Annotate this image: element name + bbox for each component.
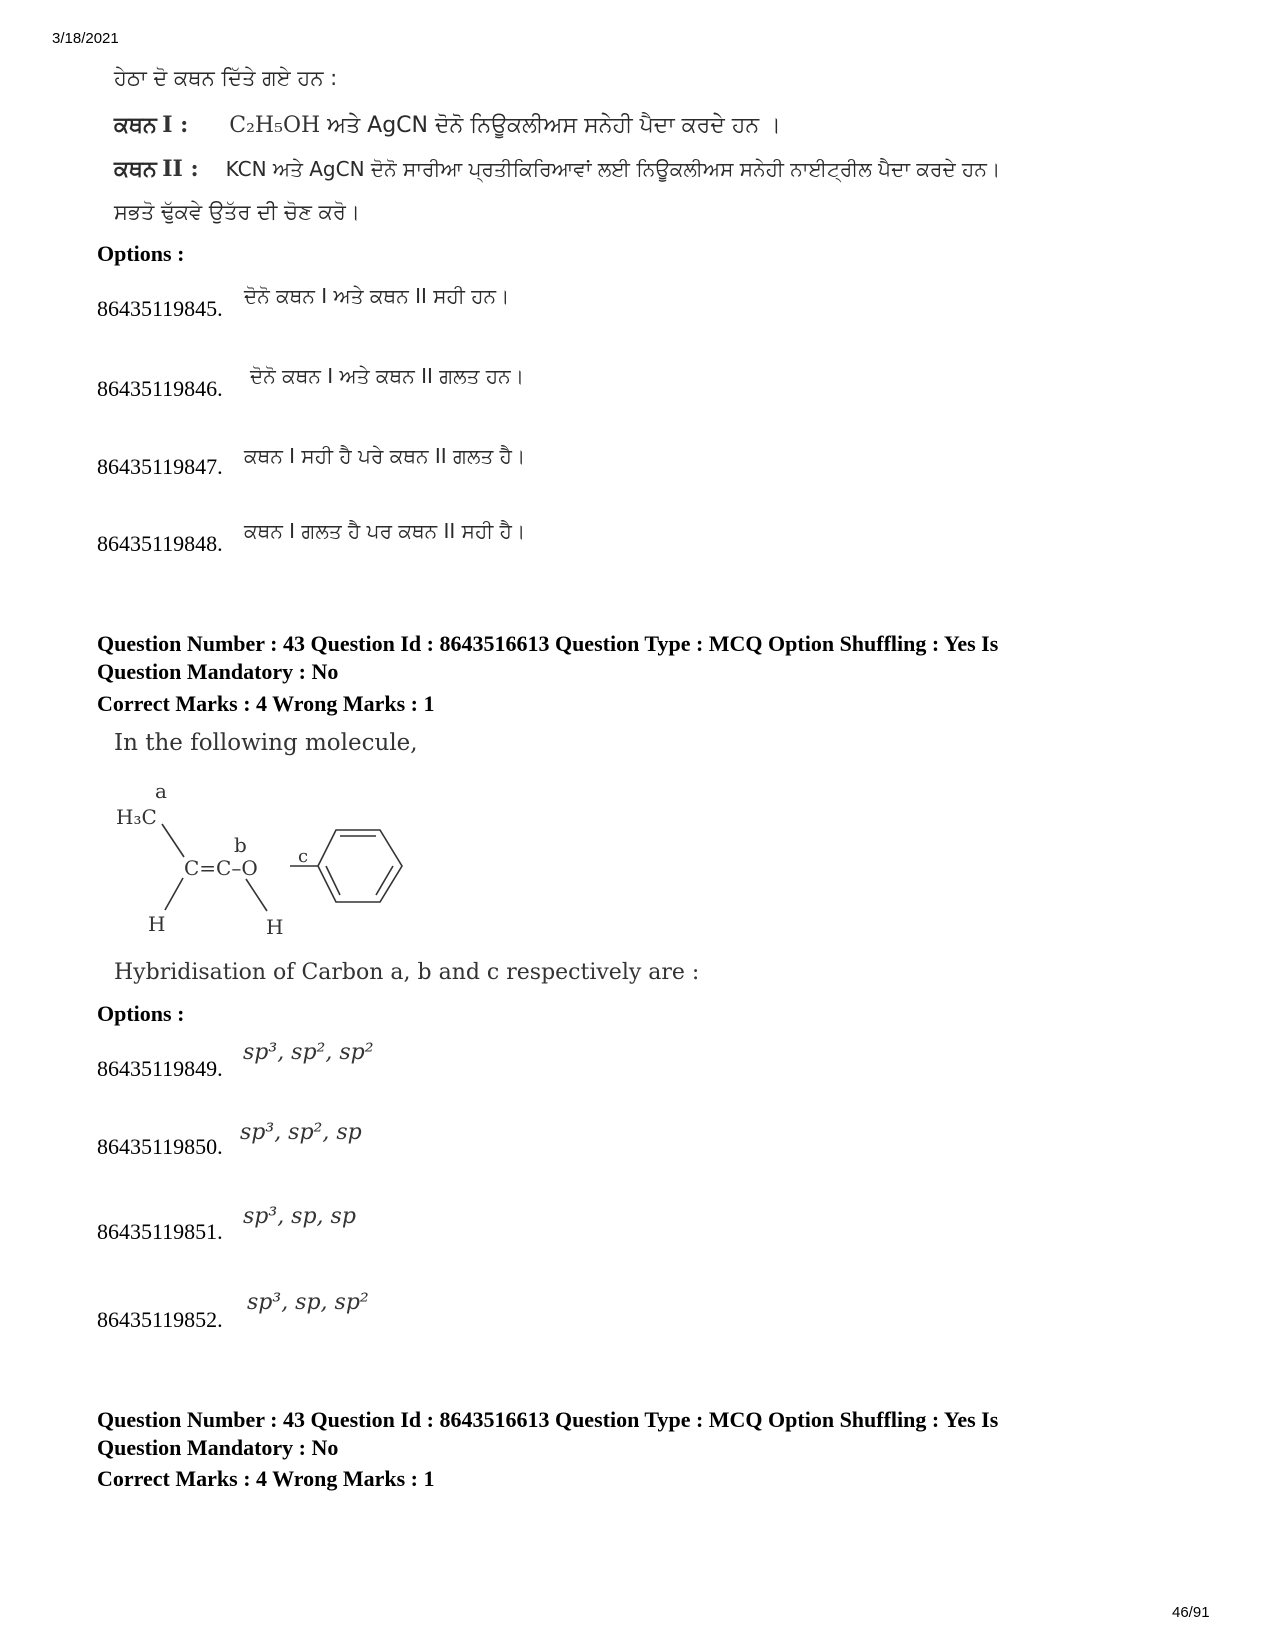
molecule-structure bbox=[100, 778, 420, 943]
q44-marks: Correct Marks : 4 Wrong Marks : 1 bbox=[97, 1466, 435, 1491]
q42-options-label: Options : bbox=[97, 241, 185, 266]
benzene-double-bond bbox=[326, 866, 340, 895]
label-a: a bbox=[155, 779, 167, 803]
option-id: 86435119850. bbox=[97, 1134, 223, 1159]
label-h-left: H bbox=[148, 912, 166, 936]
q43-marks: Correct Marks : 4 Wrong Marks : 1 bbox=[97, 691, 435, 716]
benzene-double-bond bbox=[376, 866, 393, 895]
label-h3c: H₃C bbox=[116, 805, 157, 829]
q43-question: Hybridisation of Carbon a, b and c respectively are : bbox=[114, 960, 700, 985]
statement-1-label: ਕਥਨ bbox=[114, 113, 157, 138]
option-text: sp³, sp, sp bbox=[243, 1204, 356, 1229]
option-id: 86435119851. bbox=[97, 1219, 223, 1244]
bond-h-right bbox=[246, 879, 267, 911]
q44-meta-line-1: Question Number : 43 Question Id : 8643516613 Question Type : MCQ Option Shuffling : Yes Is bbox=[97, 1407, 999, 1432]
option-text: ਕਥਨ I ਸਹੀ ਹੈ ਪਰੇ ਕਥਨ II ਗਲਤ ਹੈ। bbox=[244, 444, 526, 468]
bond-h-left bbox=[165, 878, 183, 910]
option-id: 86435119852. bbox=[97, 1307, 223, 1332]
option-id: 86435119845. bbox=[97, 296, 223, 321]
option-text: ਦੋਨੋ ਕਥਨ I ਅਤੇ ਕਥਨ II ਗਲਤ ਹਨ। bbox=[250, 364, 525, 388]
label-b: b bbox=[234, 833, 247, 857]
q42-statement-1 bbox=[114, 112, 781, 138]
q44-meta-line-2: Question Mandatory : No bbox=[97, 1435, 339, 1460]
q43-meta-line-1: Question Number : 43 Question Id : 8643516613 Question Type : MCQ Option Shuffling : Yes Is bbox=[97, 631, 999, 656]
label-c: c bbox=[298, 846, 309, 867]
statement-1-formula: C₂H₅OH bbox=[229, 113, 321, 138]
print-date: 3/18/2021 bbox=[52, 30, 119, 47]
option-id: 86435119849. bbox=[97, 1056, 223, 1081]
option-id: 86435119846. bbox=[97, 376, 223, 401]
option-text: sp³, sp, sp² bbox=[247, 1290, 369, 1315]
option-id: 86435119847. bbox=[97, 454, 223, 479]
statement-2-text: KCN ਅਤੇ AgCN ਦੋਨੋ ਸਾਰੀਆ ਪ੍ਰਤੀਕਿਰਿਆਵਾਂ ਲਈ ਨਿਊਕਲੀਅਸ ਸਨੇਹੀ ਨਾਈਟ੍ਰੀਲ ਪੈਦਾ ਕਰਦੇ ਹਨ। bbox=[225, 157, 1001, 181]
molecule-figure bbox=[100, 778, 420, 943]
statement-2-num: II : bbox=[162, 156, 199, 182]
statement-2-label: ਕਥਨ bbox=[114, 157, 157, 182]
statement-1-num: I : bbox=[162, 112, 189, 138]
bond-methyl bbox=[162, 824, 184, 857]
q42-statement-2 bbox=[114, 156, 1000, 182]
option-text: sp³, sp², sp bbox=[240, 1120, 362, 1145]
option-id: 86435119848. bbox=[97, 531, 223, 556]
option-text: ਕਥਨ I ਗਲਤ ਹੈ ਪਰ ਕਥਨ II ਸਹੀ ਹੈ। bbox=[244, 519, 526, 543]
label-h-right: H bbox=[266, 915, 284, 939]
q43-intro: In the following molecule, bbox=[114, 730, 418, 756]
q44-meta bbox=[97, 1406, 1197, 1462]
option-text: sp³, sp², sp² bbox=[243, 1040, 374, 1065]
q42-intro: ਹੇਠਾ ਦੋ ਕਥਨ ਦਿੱਤੇ ਗਏ ਹਨ : bbox=[114, 66, 338, 90]
q43-meta bbox=[97, 630, 1197, 686]
option-text: ਦੋਨੋ ਕਥਨ I ਅਤੇ ਕਥਨ II ਸਹੀ ਹਨ। bbox=[244, 284, 510, 308]
q43-options-label: Options : bbox=[97, 1001, 185, 1026]
label-c-double-c-o: C=C–O bbox=[184, 856, 258, 880]
page-number: 46/91 bbox=[1172, 1604, 1210, 1621]
q42-choose: ਸਭਤੋ ਢੁੱਕਵੇ ਉਤੱਰ ਦੀ ਚੋਣ ਕਰੋ। bbox=[114, 200, 361, 224]
q43-meta-line-2: Question Mandatory : No bbox=[97, 659, 339, 684]
benzene-ring bbox=[318, 830, 402, 902]
statement-1-text: ਅਤੇ AgCN ਦੋਨੋ ਨਿਊਕਲੀਅਸ ਸਨੇਹੀ ਪੈਦਾ ਕਰਦੇ ਹਨ । bbox=[320, 113, 781, 138]
